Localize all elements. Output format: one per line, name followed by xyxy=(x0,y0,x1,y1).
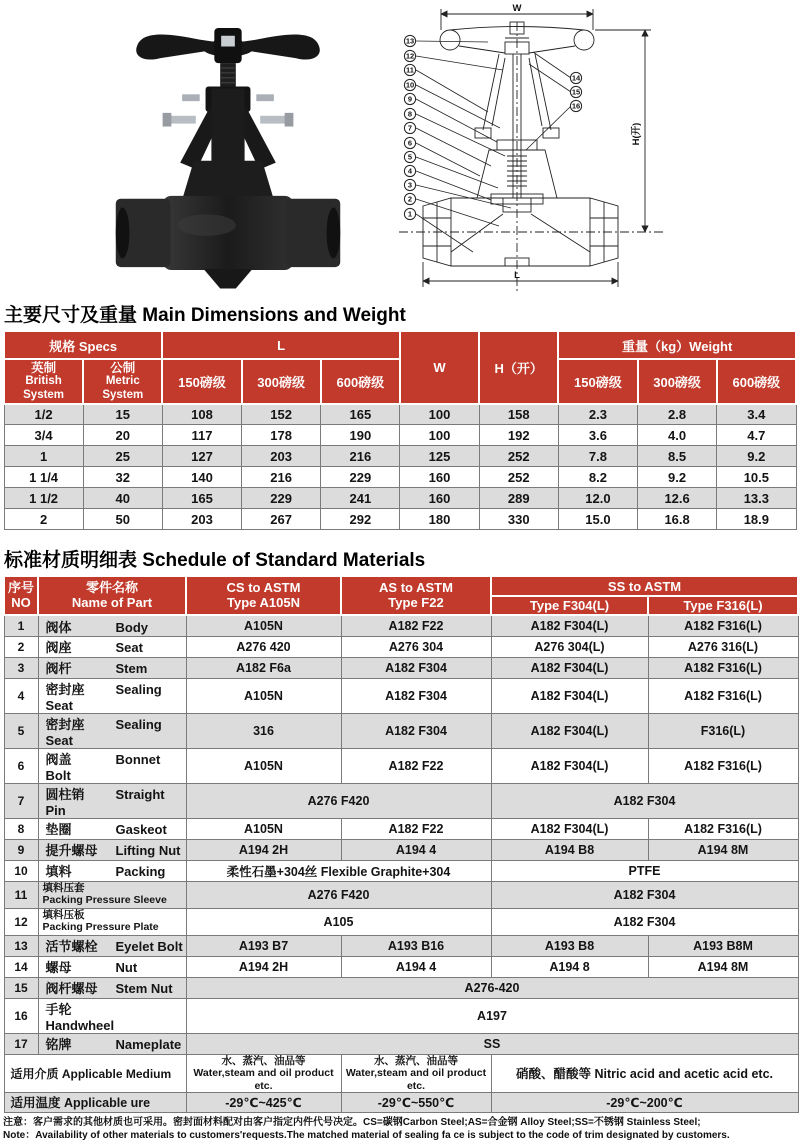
footnote-cn: 注意：客户需求的其他材质也可采用。密封面材料配对由客户指定内件代号决定。CS=碳钢Carbon Steel;AS=合金钢 Alloy Steel;SS=不锈钢 Stainless Steel; xyxy=(3,1116,701,1128)
material-row xyxy=(4,998,798,1033)
footnote-en: Note：Availability of other materials to customers'requests.The matched material of sealing fa ce is subject to the code of trim designated by customers. xyxy=(3,1130,730,1142)
dimension-cell: 289 xyxy=(479,488,558,509)
material-value-cell: A194 8M xyxy=(648,956,798,977)
material-value-cell: A182 F304(L) xyxy=(491,678,648,713)
dimension-cell: 160 xyxy=(400,467,479,488)
material-name-cell: 填料压套 Packing Pressure Sleeve xyxy=(38,881,186,908)
material-name-cell: 密封座 Sealing Seat xyxy=(38,678,186,713)
material-name-cell: 阀体 Body xyxy=(38,615,186,636)
f316-header: Type F316(L) xyxy=(648,596,798,615)
material-row xyxy=(4,783,798,818)
material-no-cell: 14 xyxy=(4,956,38,977)
material-value-cell: A182 F316(L) xyxy=(648,678,798,713)
valve-photo-svg xyxy=(106,4,350,292)
length-header: L xyxy=(162,331,400,359)
material-row xyxy=(4,860,798,881)
dimensions-row xyxy=(4,404,796,425)
dimension-cell: 2.3 xyxy=(558,404,637,425)
callout-13: 13 xyxy=(405,36,415,46)
material-value-cell: A194 2H xyxy=(186,839,341,860)
dimension-cell: 158 xyxy=(479,404,558,425)
dimension-cell: 15.0 xyxy=(558,509,637,530)
dimension-cell: 7.8 xyxy=(558,446,637,467)
weight-header: 重量（kg）Weight xyxy=(558,331,796,359)
dimension-cell: 32 xyxy=(83,467,162,488)
material-row xyxy=(4,657,798,678)
valve-cross-section-drawing xyxy=(392,0,672,294)
dim-label-l: L xyxy=(514,270,520,281)
material-value-cell: A182 F304 xyxy=(491,881,798,908)
dimension-cell: 1/2 xyxy=(4,404,83,425)
materials-table-footer xyxy=(4,1054,798,1112)
callout-1: 1 xyxy=(407,209,413,219)
dimension-cell: 216 xyxy=(321,446,400,467)
valve-photo-shapes xyxy=(116,28,340,289)
material-value-cell: A182 F304(L) xyxy=(491,748,648,783)
figure-area xyxy=(0,0,800,296)
dimension-cell: 25 xyxy=(83,446,162,467)
material-no-cell: 13 xyxy=(4,935,38,956)
material-no-cell: 16 xyxy=(4,998,38,1033)
material-row xyxy=(4,615,798,636)
material-value-cell: A193 B8 xyxy=(491,935,648,956)
material-value-cell: A276 F420 xyxy=(186,783,491,818)
dimension-cell: 100 xyxy=(400,425,479,446)
material-value-cell: A194 2H xyxy=(186,956,341,977)
material-name-cell: 阀座 Seat xyxy=(38,636,186,657)
dimension-cell: 100 xyxy=(400,404,479,425)
material-row xyxy=(4,977,798,998)
weight-300lb-header: 300磅级 xyxy=(638,359,717,404)
dimension-cell: 229 xyxy=(242,488,321,509)
dimension-cell: 140 xyxy=(162,467,241,488)
height-header: H（开） xyxy=(479,331,558,404)
material-name-cell: 垫圈 Gaskeot xyxy=(38,818,186,839)
dimensions-row xyxy=(4,509,796,530)
material-value-cell: 316 xyxy=(186,713,341,748)
material-value-cell: A194 8 xyxy=(491,956,648,977)
dimensions-row xyxy=(4,488,796,509)
material-value-cell: A193 B7 xyxy=(186,935,341,956)
material-name-cell: 填料 Packing xyxy=(38,860,186,881)
materials-table xyxy=(3,575,799,1113)
material-value-cell: A193 B16 xyxy=(341,935,491,956)
materials-table-body xyxy=(4,615,798,1054)
dimension-cell: 8.5 xyxy=(638,446,717,467)
material-value-cell: A105 xyxy=(186,908,491,935)
callout-2: 2 xyxy=(407,194,413,204)
length-300lb-header: 300磅级 xyxy=(242,359,321,404)
material-no-cell: 11 xyxy=(4,881,38,908)
weight-150lb-header: 150磅级 xyxy=(558,359,637,404)
material-no-cell: 9 xyxy=(4,839,38,860)
dimensions-table-header xyxy=(4,331,796,404)
dimension-cell: 180 xyxy=(400,509,479,530)
material-no-cell: 12 xyxy=(4,908,38,935)
dimensions-row xyxy=(4,467,796,488)
dimension-cell: 16.8 xyxy=(638,509,717,530)
dimension-cell: 241 xyxy=(321,488,400,509)
material-value-cell: A182 F316(L) xyxy=(648,657,798,678)
material-row xyxy=(4,956,798,977)
material-value-cell: A194 B8 xyxy=(491,839,648,860)
material-no-cell: 4 xyxy=(4,678,38,713)
callout-11: 11 xyxy=(406,65,414,75)
applicable-temperature-row xyxy=(4,1092,798,1112)
material-name-cell: 螺母 Nut xyxy=(38,956,186,977)
material-value-cell: A276 316(L) xyxy=(648,636,798,657)
dimensions-table xyxy=(3,330,797,530)
material-name-cell: 活节螺栓 Eyelet Bolt xyxy=(38,935,186,956)
callout-bubbles xyxy=(404,35,581,219)
material-row xyxy=(4,748,798,783)
material-value-cell: A276-420 xyxy=(186,977,798,998)
material-no-cell: 8 xyxy=(4,818,38,839)
dimension-cell: 12.0 xyxy=(558,488,637,509)
material-no-cell: 1 xyxy=(4,615,38,636)
specs-header: 规格 Specs xyxy=(4,331,162,359)
material-name-cell: 阀盖 Bonnet Bolt xyxy=(38,748,186,783)
dimension-cell: 40 xyxy=(83,488,162,509)
material-name-cell: 铭牌 Nameplate xyxy=(38,1033,186,1054)
material-value-cell: F316(L) xyxy=(648,713,798,748)
dimension-cell: 292 xyxy=(321,509,400,530)
dimensions-row xyxy=(4,446,796,467)
dimension-cell: 15 xyxy=(83,404,162,425)
material-value-cell: A194 4 xyxy=(341,956,491,977)
dimension-cell: 12.6 xyxy=(638,488,717,509)
material-no-cell: 10 xyxy=(4,860,38,881)
footnotes xyxy=(3,1116,800,1142)
material-value-cell: A182 F22 xyxy=(341,615,491,636)
dimension-cell: 330 xyxy=(479,509,558,530)
dimension-cell: 127 xyxy=(162,446,241,467)
medium-ss-cell: 硝酸、醋酸等 Nitric acid and acetic acid etc. xyxy=(491,1054,798,1092)
callout-10: 10 xyxy=(405,80,415,90)
material-value-cell: A182 F304(L) xyxy=(491,818,648,839)
dimension-cell: 203 xyxy=(242,446,321,467)
material-value-cell: A194 4 xyxy=(341,839,491,860)
material-value-cell: A276 420 xyxy=(186,636,341,657)
materials-table-header xyxy=(4,576,798,615)
dim-label-w: W xyxy=(512,3,522,14)
material-name-cell: 阀杆螺母 Stem Nut xyxy=(38,977,186,998)
callout-9: 9 xyxy=(407,94,413,104)
material-name-cell: 填料压板 Packing Pressure Plate xyxy=(38,908,186,935)
dimension-cell: 125 xyxy=(400,446,479,467)
material-value-cell: A193 B8M xyxy=(648,935,798,956)
callout-8: 8 xyxy=(407,109,413,119)
dimension-cell: 190 xyxy=(321,425,400,446)
as-header: AS to ASTM Type F22 xyxy=(341,576,491,615)
material-no-cell: 15 xyxy=(4,977,38,998)
f304-header: Type F304(L) xyxy=(491,596,648,615)
material-value-cell: SS xyxy=(186,1033,798,1054)
dimension-cell: 252 xyxy=(479,467,558,488)
dimension-cell: 18.9 xyxy=(717,509,796,530)
dimension-cell: 8.2 xyxy=(558,467,637,488)
materials-title: 标准材质明细表 Schedule of Standard Materials xyxy=(4,550,426,572)
callout-12: 12 xyxy=(405,51,415,61)
callout-4: 4 xyxy=(407,166,413,176)
length-600lb-header: 600磅级 xyxy=(321,359,400,404)
material-value-cell: A182 F304 xyxy=(341,678,491,713)
temp-as-cell: -29℃~550℃ xyxy=(341,1092,491,1112)
medium-cs-cell: 水、蒸汽、油品等 Water,steam and oil product etc. xyxy=(186,1054,341,1092)
temp-cs-cell: -29℃~425℃ xyxy=(186,1092,341,1112)
material-value-cell: A182 F22 xyxy=(341,818,491,839)
material-name-cell: 圆柱销 Straight Pin xyxy=(38,783,186,818)
dimension-cell: 252 xyxy=(479,446,558,467)
material-row xyxy=(4,935,798,956)
material-value-cell: A276 304 xyxy=(341,636,491,657)
callout-14: 14 xyxy=(571,73,581,83)
british-system-header: 英制 British System xyxy=(4,359,83,404)
dim-label-h: H(开) xyxy=(631,122,642,146)
material-row xyxy=(4,678,798,713)
dimension-cell: 4.0 xyxy=(638,425,717,446)
material-value-cell: A276 304(L) xyxy=(491,636,648,657)
material-value-cell: A182 F316(L) xyxy=(648,818,798,839)
material-row xyxy=(4,881,798,908)
dimension-cell: 9.2 xyxy=(638,467,717,488)
length-150lb-header: 150磅级 xyxy=(162,359,241,404)
dimension-cell: 3/4 xyxy=(4,425,83,446)
material-row xyxy=(4,908,798,935)
dimensions-row xyxy=(4,425,796,446)
material-name-cell: 阀杆 Stem xyxy=(38,657,186,678)
dimension-cell: 50 xyxy=(83,509,162,530)
material-value-cell: A182 F6a xyxy=(186,657,341,678)
dimension-cell: 229 xyxy=(321,467,400,488)
material-value-cell: A182 F316(L) xyxy=(648,615,798,636)
callout-3: 3 xyxy=(407,180,413,190)
callout-7: 7 xyxy=(407,123,413,133)
ss-header: SS to ASTM xyxy=(491,576,798,596)
dimension-cell: 13.3 xyxy=(717,488,796,509)
material-value-cell: A182 F304 xyxy=(341,657,491,678)
dimension-cell: 4.7 xyxy=(717,425,796,446)
material-value-cell: A105N xyxy=(186,748,341,783)
dimension-cell: 117 xyxy=(162,425,241,446)
callout-leader-lines xyxy=(416,41,571,252)
material-value-cell: A182 F304 xyxy=(491,908,798,935)
dimension-cell: 20 xyxy=(83,425,162,446)
material-value-cell: A105N xyxy=(186,615,341,636)
material-value-cell: A182 F304(L) xyxy=(491,615,648,636)
material-value-cell: A194 8M xyxy=(648,839,798,860)
dimension-cell: 2 xyxy=(4,509,83,530)
dimension-cell: 203 xyxy=(162,509,241,530)
applicable-temperature-label: 适用温度 Applicable ure xyxy=(4,1092,186,1112)
material-no-cell: 17 xyxy=(4,1033,38,1054)
dimension-cell: 108 xyxy=(162,404,241,425)
material-value-cell: A105N xyxy=(186,678,341,713)
no-header: 序号 NO xyxy=(4,576,38,615)
material-row xyxy=(4,839,798,860)
width-header: W xyxy=(400,331,479,404)
material-row xyxy=(4,1033,798,1054)
callout-5: 5 xyxy=(407,152,413,162)
weight-600lb-header: 600磅级 xyxy=(717,359,796,404)
dimension-cell: 165 xyxy=(321,404,400,425)
dimension-labels xyxy=(513,3,642,281)
material-no-cell: 6 xyxy=(4,748,38,783)
material-value-cell: A182 F22 xyxy=(341,748,491,783)
material-no-cell: 7 xyxy=(4,783,38,818)
dimension-cell: 192 xyxy=(479,425,558,446)
material-value-cell: A197 xyxy=(186,998,798,1033)
valve-drawing-svg xyxy=(392,0,672,294)
material-value-cell: A182 F304 xyxy=(341,713,491,748)
valve-photo xyxy=(106,4,350,292)
material-value-cell: A182 F304 xyxy=(491,783,798,818)
callout-16: 16 xyxy=(571,101,581,111)
dimension-cell: 1 1/2 xyxy=(4,488,83,509)
applicable-medium-row xyxy=(4,1054,798,1092)
material-no-cell: 5 xyxy=(4,713,38,748)
metric-system-header: 公制 Metric System xyxy=(83,359,162,404)
medium-as-cell: 水、蒸汽、油品等 Water,steam and oil product etc. xyxy=(341,1054,491,1092)
dimension-cell: 9.2 xyxy=(717,446,796,467)
dimension-cell: 2.8 xyxy=(638,404,717,425)
material-no-cell: 3 xyxy=(4,657,38,678)
material-row xyxy=(4,636,798,657)
temp-ss-cell: -29℃~200℃ xyxy=(491,1092,798,1112)
material-value-cell: A276 F420 xyxy=(186,881,491,908)
material-value-cell: A105N xyxy=(186,818,341,839)
material-value-cell: A182 F304(L) xyxy=(491,713,648,748)
dimension-cell: 10.5 xyxy=(717,467,796,488)
dimension-cell: 3.4 xyxy=(717,404,796,425)
applicable-medium-label: 适用介质 Applicable Medium xyxy=(4,1054,186,1092)
dimension-cell: 1 1/4 xyxy=(4,467,83,488)
material-name-cell: 密封座 Sealing Seat xyxy=(38,713,186,748)
material-value-cell: 柔性石墨+304丝 Flexible Graphite+304 xyxy=(186,860,491,881)
material-row xyxy=(4,713,798,748)
dimension-cell: 160 xyxy=(400,488,479,509)
material-no-cell: 2 xyxy=(4,636,38,657)
dimension-cell: 165 xyxy=(162,488,241,509)
dimension-cell: 216 xyxy=(242,467,321,488)
dimension-cell: 3.6 xyxy=(558,425,637,446)
cs-header: CS to ASTM Type A105N xyxy=(186,576,341,615)
material-value-cell: A182 F316(L) xyxy=(648,748,798,783)
part-name-header: 零件名称 Name of Part xyxy=(38,576,186,615)
dimension-cell: 178 xyxy=(242,425,321,446)
material-value-cell: A182 F304(L) xyxy=(491,657,648,678)
material-name-cell: 手轮Handwheel xyxy=(38,998,186,1033)
material-value-cell: PTFE xyxy=(491,860,798,881)
valve-drawing-lines xyxy=(399,9,665,292)
callout-6: 6 xyxy=(407,138,413,148)
dimension-cell: 152 xyxy=(242,404,321,425)
callout-15: 15 xyxy=(571,87,581,97)
dimensions-title: 主要尺寸及重量 Main Dimensions and Weight xyxy=(4,305,406,326)
dimensions-table-body xyxy=(4,404,796,530)
dimension-cell: 1 xyxy=(4,446,83,467)
material-row xyxy=(4,818,798,839)
material-name-cell: 提升螺母 Lifting Nut xyxy=(38,839,186,860)
dimension-cell: 267 xyxy=(242,509,321,530)
